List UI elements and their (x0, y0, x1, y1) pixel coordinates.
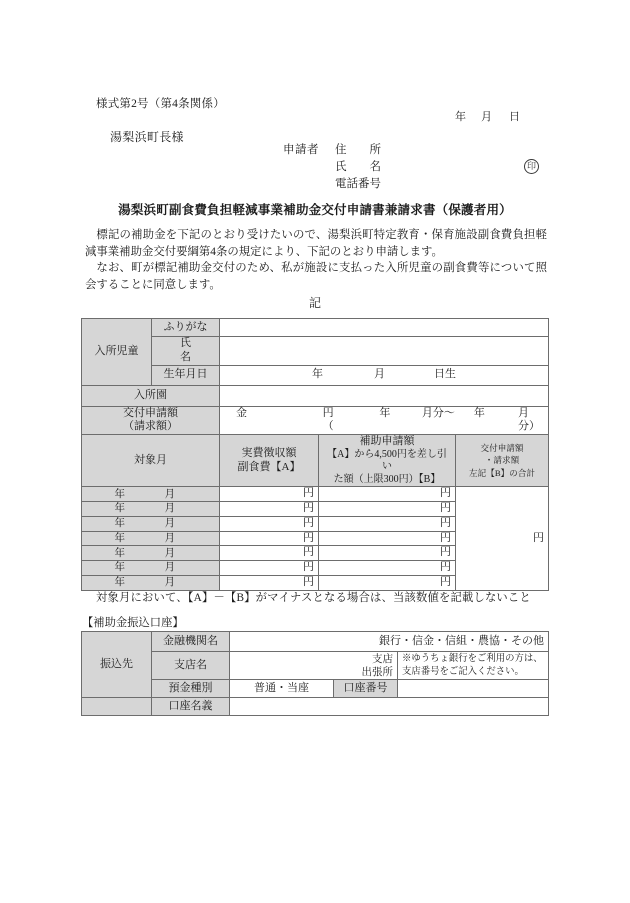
account-holder-label-cell: 口座名義 (152, 698, 230, 716)
row-month-label: 月 (164, 577, 175, 589)
account-number-label-cell: 口座番号 (334, 680, 398, 698)
bank-section-caption: 【補助金振込口座】 (82, 617, 184, 629)
dob-label-cell: 生年月日 (152, 365, 220, 385)
row-year-label: 年 (114, 518, 125, 530)
applicant-address-row (283, 142, 389, 159)
account-holder-spacer-cell (82, 698, 152, 716)
ki-marker: 記 (308, 296, 321, 310)
body-paragraph-2: なお、町が標記補助金交付のため、私が施設に支払った入所児童の副食費等について照会することに同意します。 (85, 262, 547, 291)
institution-label-cell: 金融機関名 (152, 632, 230, 652)
actual-amount-cell[interactable]: 円 (220, 516, 319, 531)
grant-label-line2: （請求額） (123, 420, 178, 433)
dob-placeholder (224, 368, 544, 382)
branch-suffix-line1: 支店 (372, 653, 393, 665)
applicant-name-label: 氏 名 (335, 161, 381, 173)
form-number: 様式第2号（第4条関係） (96, 98, 225, 110)
furigana-label-cell: ふりがな (152, 319, 220, 337)
col-total-header (456, 435, 549, 487)
bank-row-institution (82, 632, 549, 652)
month-placeholder (86, 488, 215, 501)
month-placeholder (86, 532, 215, 545)
account-number-input-cell[interactable] (398, 680, 549, 698)
name-input-cell[interactable] (220, 337, 549, 366)
month-cell[interactable] (82, 531, 220, 546)
subsidy-amount-cell[interactable]: 円 (319, 502, 456, 517)
col-actual-line1: 実費徴収額 (241, 446, 297, 459)
dob-month-label: 月 (374, 368, 385, 381)
table-row-dob (82, 365, 549, 385)
furigana-input-cell[interactable] (220, 319, 549, 337)
actual-amount-cell[interactable]: 円 (220, 546, 319, 561)
grant-year1-label: 年 (379, 406, 391, 419)
deposit-type-value-cell[interactable]: 普通・当座 (230, 680, 334, 698)
table-note: 対象月において、【A】－【B】がマイナスとなる場合は、当該数値を記載しないこと (96, 592, 531, 604)
row-month-label: 月 (164, 503, 175, 515)
month-cell[interactable] (82, 502, 220, 517)
table-row (82, 487, 549, 502)
subsidy-amount-cell[interactable]: 円 (319, 561, 456, 576)
row-month-label: 月 (164, 562, 175, 574)
applicant-name-row (283, 159, 389, 176)
month-cell[interactable] (82, 516, 220, 531)
table-row-grant-amount (82, 406, 549, 435)
child-label-cell: 入所児童 (82, 319, 152, 386)
date-month-label: 月 (481, 111, 493, 123)
actual-amount-cell[interactable]: 円 (220, 502, 319, 517)
col-total-line1: 交付申請額 (480, 442, 524, 453)
actual-amount-cell[interactable]: 円 (220, 575, 319, 590)
row-year-label: 年 (114, 577, 125, 589)
dob-year-label: 年 (312, 368, 323, 381)
grant-en-label: 円（ (322, 406, 334, 433)
col-total-line3: 左記【B】の合計 (469, 467, 535, 478)
applicant-phone-label: 電話番号 (335, 178, 381, 190)
row-month-label: 月 (164, 518, 175, 530)
col-subsidy-header (319, 435, 456, 487)
row-year-label: 年 (114, 547, 125, 559)
bank-row-account-holder (82, 698, 549, 716)
subsidy-amount-cell[interactable]: 円 (319, 531, 456, 546)
institution-input-cell[interactable]: 銀行・信金・信組・農協・その他 (230, 632, 549, 652)
branch-suffix (234, 653, 393, 679)
actual-amount-cell[interactable]: 円 (220, 487, 319, 502)
applicant-block (283, 142, 536, 193)
col-subsidy-line2: 【A】から4,500円を差し引い (327, 448, 447, 473)
facility-label-cell: 入所園 (82, 385, 220, 406)
dob-input-cell[interactable] (220, 365, 549, 385)
yucho-note-line1: ※ゆうちょ銀行をご利用の方は、 (402, 653, 543, 664)
table-row-furigana (82, 319, 549, 337)
grant-month1-label: 月分～ (421, 406, 455, 419)
addressee: 湯梨浜町長様 (110, 130, 184, 144)
bank-account-table (81, 631, 549, 716)
subsidy-amount-cell[interactable]: 円 (319, 516, 456, 531)
row-year-label: 年 (114, 562, 125, 574)
month-placeholder (86, 502, 215, 515)
application-table (81, 318, 549, 591)
col-actual-header (220, 435, 319, 487)
applicant-phone-row (283, 176, 389, 193)
actual-amount-cell[interactable]: 円 (220, 531, 319, 546)
grant-label-cell (82, 406, 220, 435)
month-placeholder (86, 517, 215, 530)
row-year-label: 年 (114, 488, 125, 500)
month-cell[interactable] (82, 575, 220, 590)
grant-month2-label: 月分） (518, 406, 540, 433)
table-header-row (82, 435, 549, 487)
col-actual-line2: 副食費【A】 (237, 460, 301, 473)
grant-label-line1: 交付申請額 (123, 406, 178, 419)
branch-label-cell: 支店名 (152, 652, 230, 680)
date-day-label: 日 (509, 111, 521, 123)
page-title: 湯梨浜町副食費負担軽減事業補助金交付申請書兼請求書（保護者用） (118, 203, 512, 217)
applicant-address-label: 住 所 (335, 144, 381, 156)
grant-amount-cell[interactable] (220, 406, 549, 435)
row-year-label: 年 (114, 503, 125, 515)
subsidy-amount-cell[interactable]: 円 (319, 575, 456, 590)
table-row-facility (82, 385, 549, 406)
yucho-note-cell (398, 652, 549, 680)
month-cell[interactable] (82, 487, 220, 502)
month-cell[interactable] (82, 546, 220, 561)
branch-suffix-line2: 出張所 (361, 666, 393, 678)
grant-year2-label: 年 (473, 406, 485, 419)
body-paragraph-1: 標記の補助金を下記のとおり受けたいので、湯梨浜町特定教育・保育施設副食費負担軽減事業補助金交付要綱第4条の規定により、下記のとおり申請します。 (85, 229, 547, 258)
applicant-lead-label: 申請者 (283, 144, 319, 156)
row-month-label: 月 (164, 547, 175, 559)
grant-kin-label: 金 (236, 406, 247, 419)
date-line (455, 108, 520, 124)
body-text (85, 227, 547, 293)
name-label-text: 氏 名 (180, 337, 213, 363)
month-placeholder (86, 561, 215, 574)
col-month-header: 対象月 (82, 435, 220, 487)
col-subsidy-line1: 補助申請額 (359, 435, 415, 447)
bank-row-branch (82, 652, 549, 680)
date-year-label: 年 (455, 111, 467, 123)
row-year-label: 年 (114, 532, 125, 544)
deposit-type-label-cell: 預金種別 (152, 680, 230, 698)
col-total-line2: ・請求額 (484, 455, 520, 466)
subsidy-amount-cell[interactable]: 円 (319, 546, 456, 561)
table-row-name (82, 337, 549, 366)
seal-icon: 印 (524, 159, 539, 174)
account-holder-input-cell[interactable] (230, 698, 549, 716)
total-amount-cell[interactable]: 円 (456, 487, 549, 590)
row-month-label: 月 (164, 488, 175, 500)
col-subsidy-line3: た額（上限300円）【B】 (333, 473, 441, 485)
dob-day-label: 日生 (434, 368, 456, 381)
subsidy-amount-cell[interactable]: 円 (319, 487, 456, 502)
yucho-note-line2: 支店番号をご記入ください。 (402, 666, 524, 677)
name-label-cell (152, 337, 220, 366)
actual-amount-cell[interactable]: 円 (220, 561, 319, 576)
branch-input-cell[interactable] (230, 652, 398, 680)
row-month-label: 月 (164, 532, 175, 544)
month-cell[interactable] (82, 561, 220, 576)
bank-row-deposit-type (82, 680, 549, 698)
grant-amount-placeholder (224, 407, 544, 435)
facility-input-cell[interactable] (220, 385, 549, 406)
month-placeholder (86, 547, 215, 560)
month-placeholder (86, 576, 215, 589)
payee-label-cell: 振込先 (82, 632, 152, 698)
